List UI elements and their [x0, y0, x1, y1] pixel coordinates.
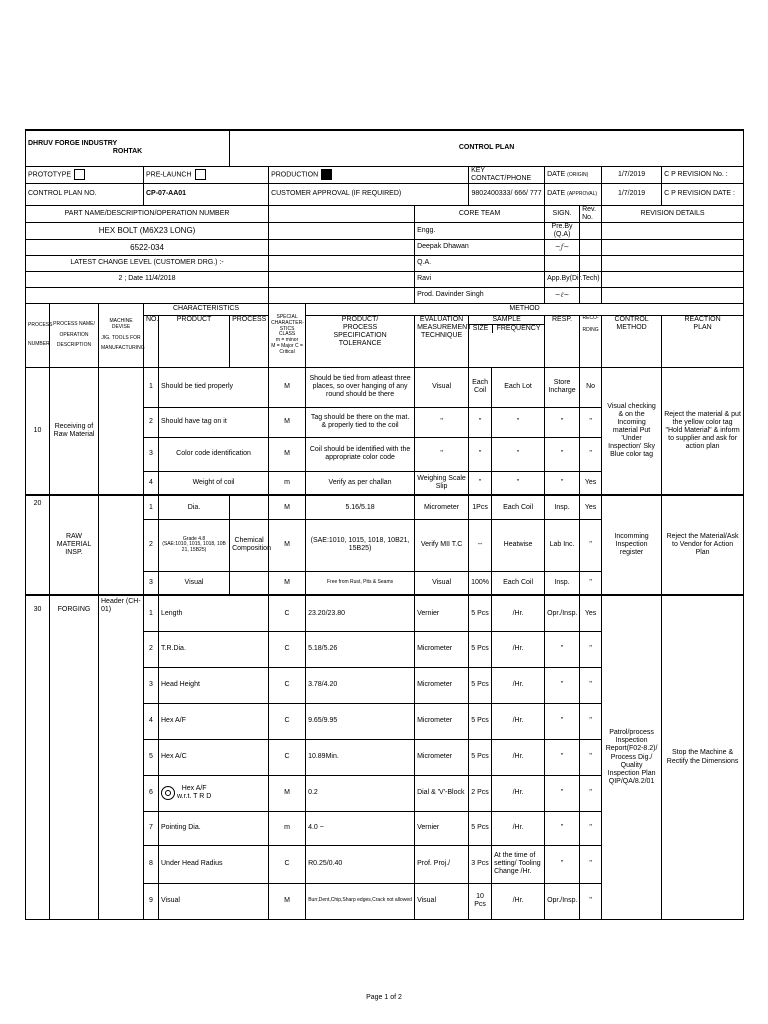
date-approval-label: DATE (APPROVAL) [545, 183, 602, 205]
date-origin-label: DATE (ORIGIN) [545, 166, 602, 183]
col-process-number: PROCESS NUMBER [26, 303, 50, 367]
team-member-2: Deepak Dhawan [415, 239, 545, 255]
control-plan-table [25, 129, 744, 920]
latest-change-label: LATEST CHANGE LEVEL (CUSTOMER DRG.) :- [26, 255, 269, 271]
col-evaluation: EVALUATION MEASUREMENT TECHNIQUE [415, 315, 469, 367]
col-recording: RECO- RDING [580, 315, 602, 367]
control-method-20: Incomming Inspection register [602, 495, 662, 595]
revision-details-label: REVISION DETAILS [602, 205, 744, 222]
table-row: 3 Visual M Free from Rust, Pits & Seams Visual 100% Each Coil Insp. " [26, 571, 744, 595]
control-plan-sheet [25, 129, 743, 920]
approved-by: App.By(Dir.Tech) [545, 271, 580, 287]
team-member-4: Ravi [415, 271, 545, 287]
reaction-plan-20: Reject the Material/Ask to Vendor for Action Plan [662, 495, 744, 595]
phase-production: PRODUCTION [269, 166, 469, 183]
table-row: 3 Head Height C 3.78/4.20 Micrometer 5 Pcs /Hr. " " [26, 667, 744, 703]
document-title: CONTROL PLAN [230, 130, 744, 166]
table-row: 30 FORGING Header (CH-01) 1 Length C 23.20/23.80 Vernier 5 Pcs /Hr. Opr./Insp. Yes Patrol/process Inspection Report(F02-8.2)/ Process Dig./ Quality Inspection Plan QIP/QA/8.2/01 Stop the Machine & Rectify the Dimensions [26, 595, 744, 631]
col-method: METHOD [306, 303, 744, 315]
key-contact-label: KEY CONTACT/PHONE [469, 166, 545, 183]
rev-no-label: Rev. No. [580, 205, 602, 222]
table-row: 6 Hex A/F w.r.t. T R D M 0.2 Dial & 'V'-Block 2 Pcs /Hr. " " [26, 775, 744, 811]
sign-label: SIGN. [545, 205, 580, 222]
cp-revision-date: C P REVISION DATE : [662, 183, 744, 205]
table-row: 7 Pointing Dia. m 4.0 ~ Vernier 5 Pcs /Hr. " " [26, 811, 744, 845]
prepared-by-signature: ~ƒ~ [545, 239, 580, 255]
table-row: 4 Weight of coil m Verify as per challan Weighing Scale Slip " " " Yes [26, 471, 744, 495]
col-reaction-plan: REACTION PLAN [662, 315, 744, 367]
company-block [26, 130, 230, 166]
control-plan-no-value: CP-07-AA01 [144, 183, 269, 205]
col-product: PRODUCT [159, 315, 230, 367]
part-name: HEX BOLT (M6X23 LONG) [26, 222, 269, 239]
table-row: 9 Visual M Burr,Dent,Chip,Sharp edges,Crack not allowed Visual 10 Pcs /Hr. Opr./Insp. " [26, 883, 744, 919]
col-sample: SAMPLE SIZE FREQUENCY [469, 315, 545, 367]
core-team-label: CORE TEAM [415, 205, 545, 222]
col-process-name: PROCESS NAME/ OPERATION DESCRIPTION [50, 303, 99, 367]
table-row: 8 Under Head Radius C R0.25/0.40 Prof. Proj./ 3 Pcs At the time of setting/ Tooling Change /Hr. " " [26, 845, 744, 883]
team-member-3: Q.A. [415, 255, 545, 271]
col-responsibility: RESP. [545, 315, 580, 367]
table-row: 10 Receiving of Raw Material 1 Should be tied properly M Should be tied from atleast three places, so over hanging of any round should be there Visual Each Coil Each Lot Store Incharge No Visual checking & on the Incoming material Put 'Under Inspection' Sky Blue color tag Reject the material & put the yellow color tag "Hold Material" & inform to supplier and ask for action plan [26, 367, 744, 407]
control-plan-no-label: CONTROL PLAN NO. [26, 183, 144, 205]
col-characteristics: CHARACTERISTICS [144, 303, 269, 315]
phase-prelaunch: PRE-LAUNCH [144, 166, 269, 183]
prelaunch-checkbox[interactable] [195, 169, 206, 180]
cp-revision-no: C P REVISION No. : [662, 166, 744, 183]
reaction-plan-30: Stop the Machine & Rectify the Dimensions [662, 595, 744, 919]
col-special-class: SPECIAL CHARACTER- STICS CLASS m = minor M = Major C = Critical [269, 303, 306, 367]
date-origin-value: 1/7/2019 [602, 166, 662, 183]
customer-approval: CUSTOMER APPROVAL (IF REQUIRED) [269, 183, 469, 205]
page-number: Page 1 of 2 [366, 994, 402, 1001]
team-member-1: Engg. [415, 222, 545, 239]
col-specification: PRODUCT/ PROCESS SPECIFICATION TOLERANCE [306, 315, 415, 367]
col-machine: MACHINE DEVISE JIG. TOOLS FOR MANUFACTURING [99, 303, 144, 367]
latest-change-value: 2 ; Date 11/4/2018 [26, 271, 269, 287]
part-number: 6522-034 [26, 239, 269, 255]
production-checkbox[interactable] [321, 169, 332, 180]
phase-prototype: PROTOTYPE [26, 166, 144, 183]
col-control-method: CONTROL METHOD [602, 315, 662, 367]
concentricity-symbol-icon [161, 786, 175, 800]
prepared-by: Pre.By (Q.A) [545, 222, 580, 239]
table-row: 2 Grade 4.8 (SAE:1010, 1015, 1018, 10B 21, 15B25) Chemical Composition M (SAE:1010, 1015, 1018, 10B21, 15B25) Verify MII T.C -- Heatwise Lab Inc. " [26, 519, 744, 571]
col-process: PROCESS [230, 315, 269, 367]
date-approval-value: 1/7/2019 [602, 183, 662, 205]
table-row: 4 Hex A/F C 9.65/9.95 Micrometer 5 Pcs /Hr. " " [26, 703, 744, 739]
approved-by-signature: ~ℓ~ [545, 287, 580, 303]
control-method-30: Patrol/process Inspection Report(F02-8.2)/ Process Dig./ Quality Inspection Plan QIP/QA/8.2/01 [602, 595, 662, 919]
team-member-5: Prod. Davinder Singh [415, 287, 545, 303]
table-row: 2 T.R.Dia. C 5.18/5.26 Micrometer 5 Pcs /Hr. " " [26, 631, 744, 667]
prototype-checkbox[interactable] [74, 169, 85, 180]
table-row: 5 Hex A/C C 10.89Min. Micrometer 5 Pcs /Hr. " " [26, 739, 744, 775]
reaction-plan-10: Reject the material & put the yellow color tag "Hold Material" & inform to supplier and ask for action plan [662, 367, 744, 495]
part-label: PART NAME/DESCRIPTION/OPERATION NUMBER [26, 205, 269, 222]
table-row: 3 Color code identification M Coil should be identified with the appropriate color code " " " " " [26, 437, 744, 471]
key-contact-value: 9802400333/ 666/ 777 [469, 183, 545, 205]
company-name: DHRUV FORGE INDUSTRY [28, 140, 118, 148]
control-method-10: Visual checking & on the Incoming material Put 'Under Inspection' Sky Blue color tag [602, 367, 662, 495]
table-row: 20 RAW MATERIAL INSP. 1 Dia. M 5.16/5.18 Micrometer 1Pcs Each Coil Insp. Yes Incomming Inspection register Reject the Material/Ask to Vendor for Action Plan [26, 495, 744, 519]
table-row: 2 Should have tag on it M Tag should be there on the mat. & properly tied to the coil " " " " " [26, 407, 744, 437]
company-city: ROHTAK [112, 148, 143, 156]
col-no: NO. [144, 315, 159, 367]
